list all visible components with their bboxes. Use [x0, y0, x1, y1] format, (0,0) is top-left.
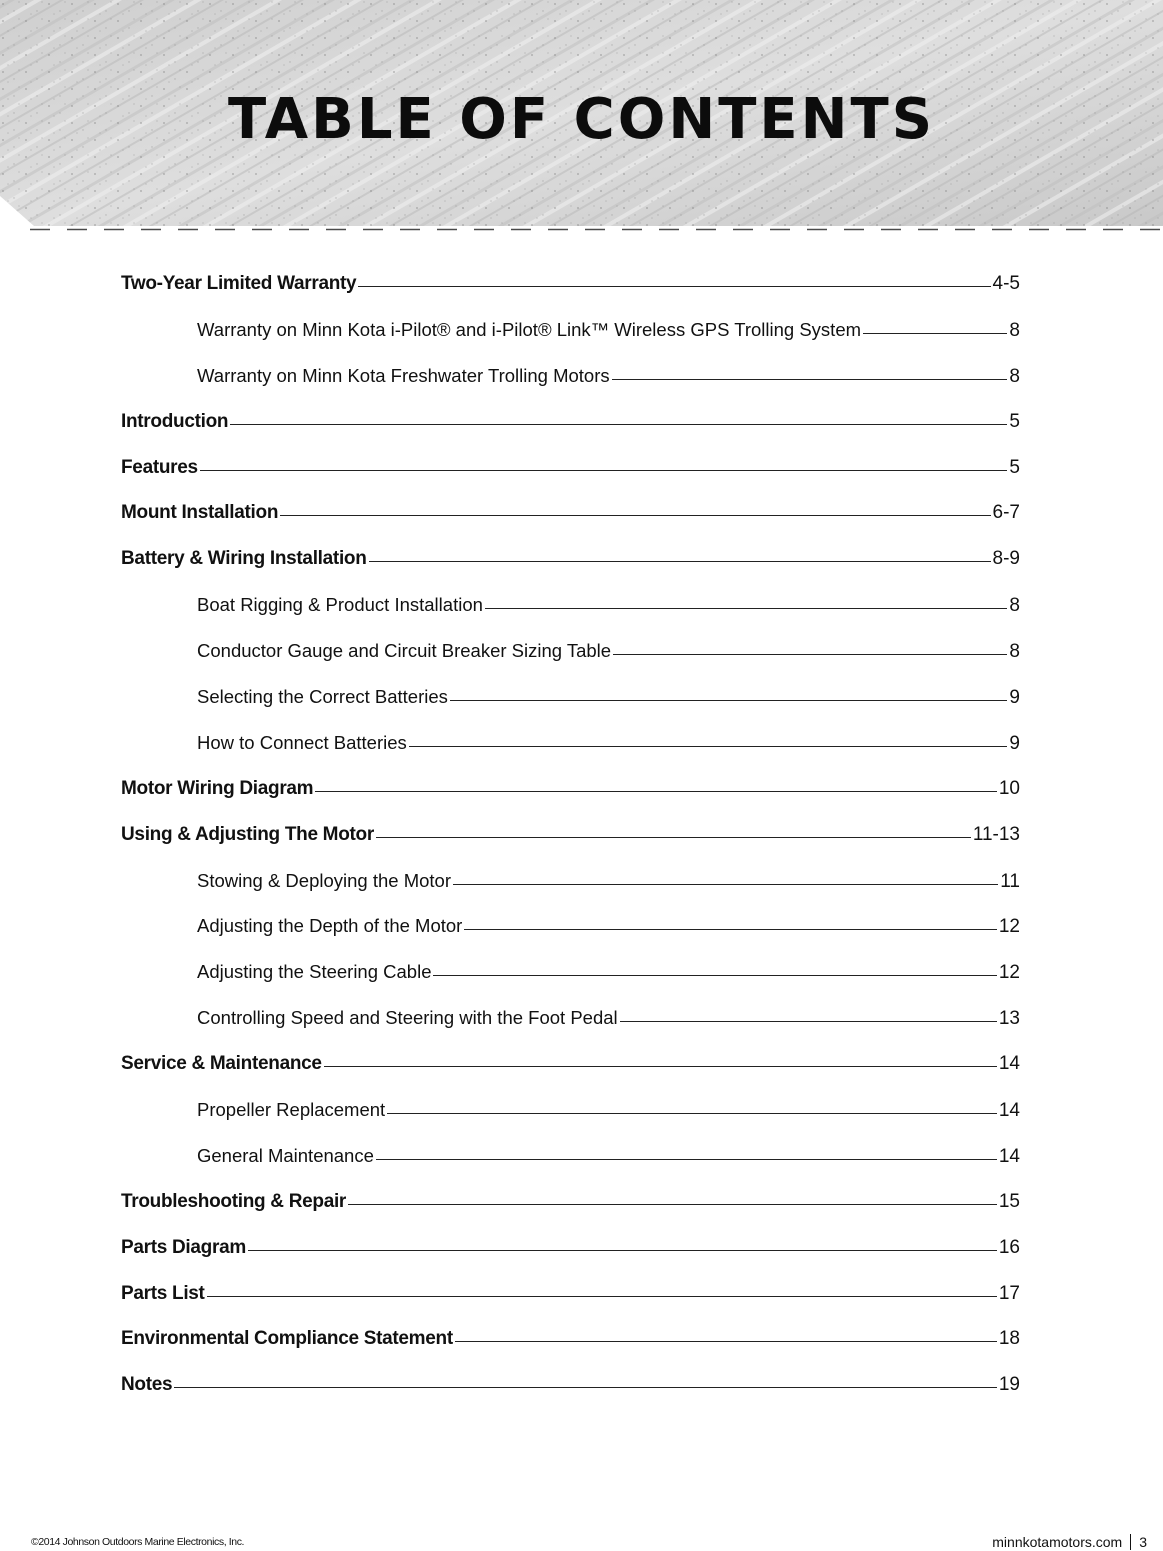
toc-entry-label: Propeller Replacement	[197, 1099, 386, 1121]
toc-section-entry[interactable]	[121, 263, 1020, 309]
toc-entry-label: Boat Rigging & Product Installation	[197, 594, 483, 616]
toc-entry-label: Conductor Gauge and Circuit Breaker Sizing Table	[197, 640, 612, 662]
toc-subsection-entry[interactable]	[121, 1089, 1020, 1135]
toc-leader-line	[358, 285, 990, 287]
toc-entry-label: Controlling Speed and Steering with the Foot Pedal	[197, 1007, 618, 1029]
toc-entry-label: Motor Wiring Diagram	[121, 777, 314, 799]
toc-entry-label: How to Connect Batteries	[197, 731, 407, 753]
toc-leader-line	[324, 1065, 997, 1067]
toc-entry-label: Warranty on Minn Kota i-Pilot® and i-Pilot® Link™ Wireless GPS Trolling System	[197, 318, 862, 340]
toc-leader-line	[376, 836, 971, 838]
toc-entry-label: Warranty on Minn Kota Freshwater Trolling Motors	[197, 364, 610, 386]
toc-leader-line	[248, 1249, 997, 1251]
toc-leader-line	[464, 928, 997, 930]
toc-entry-page: 12	[998, 916, 1020, 938]
toc-section-entry[interactable]	[121, 447, 1020, 493]
toc-leader-line	[433, 974, 996, 976]
page-number: 3	[1139, 1534, 1147, 1550]
toc-section-entry[interactable]	[121, 1181, 1020, 1227]
toc-subsection-entry[interactable]	[121, 584, 1020, 630]
toc-leader-line	[863, 332, 1007, 334]
toc-subsection-entry[interactable]	[121, 676, 1020, 722]
toc-leader-line	[455, 1340, 997, 1342]
footer-separator	[1130, 1534, 1131, 1550]
toc-leader-line	[315, 790, 997, 792]
toc-entry-page: 11-13	[972, 823, 1020, 845]
page-title: TABLE OF CONTENTS	[227, 87, 936, 152]
toc-leader-line	[409, 745, 1008, 747]
dashed-divider	[0, 228, 1163, 231]
toc-entry-page: 17	[998, 1282, 1020, 1304]
toc-section-entry[interactable]	[121, 1364, 1020, 1410]
toc-leader-line	[230, 423, 1007, 425]
header-banner	[0, 0, 1163, 226]
toc-leader-line	[200, 469, 1008, 471]
toc-leader-line	[612, 378, 1008, 380]
copyright-notice: ©2014 Johnson Outdoors Marine Electronics, Inc.	[31, 1536, 245, 1548]
toc-entry-label: General Maintenance	[197, 1144, 374, 1166]
toc-entry-label: Notes	[121, 1374, 173, 1396]
toc-entry-page: 19	[998, 1374, 1020, 1396]
toc-section-entry[interactable]	[121, 538, 1020, 584]
toc-subsection-entry[interactable]	[121, 630, 1020, 676]
toc-entry-label: Stowing & Deploying the Motor	[197, 869, 451, 891]
toc-entry-page: 16	[998, 1236, 1020, 1258]
toc-section-entry[interactable]	[121, 768, 1020, 814]
toc-leader-line	[174, 1386, 997, 1388]
toc-entry-page: 8	[1009, 595, 1020, 617]
toc-leader-line	[348, 1203, 997, 1205]
toc-subsection-entry[interactable]	[121, 860, 1020, 906]
toc-entry-label: Adjusting the Steering Cable	[197, 961, 432, 983]
website-link[interactable]: minnkotamotors.com	[992, 1534, 1123, 1550]
toc-section-entry[interactable]	[121, 492, 1020, 538]
toc-entry-page: 9	[1009, 687, 1020, 709]
toc-entry-page: 11	[1000, 870, 1020, 892]
toc-subsection-entry[interactable]	[121, 997, 1020, 1043]
toc-leader-line	[613, 653, 1007, 655]
toc-entry-label: Two-Year Limited Warranty	[121, 273, 357, 294]
toc-subsection-entry[interactable]	[121, 951, 1020, 997]
toc-entry-label: Service & Maintenance	[121, 1053, 322, 1075]
toc-entry-page: 8	[1009, 641, 1020, 663]
toc-section-entry[interactable]	[121, 1043, 1020, 1089]
toc-leader-line	[280, 514, 990, 516]
toc-entry-label: Battery & Wiring Installation	[121, 548, 367, 570]
toc-entry-page: 8-9	[992, 548, 1020, 570]
toc-entry-page: 8	[1009, 319, 1020, 341]
toc-section-entry[interactable]	[121, 401, 1020, 447]
toc-section-entry[interactable]	[121, 1318, 1020, 1364]
toc-leader-line	[387, 1112, 997, 1114]
toc-entry-page: 8	[1009, 365, 1020, 387]
toc-entry-label: Selecting the Correct Batteries	[197, 686, 448, 708]
toc-entry-page: 13	[998, 1008, 1020, 1030]
table-of-contents	[121, 263, 1020, 1410]
toc-entry-label: Environmental Compliance Statement	[121, 1328, 453, 1350]
toc-leader-line	[620, 1020, 997, 1022]
toc-entry-page: 18	[998, 1328, 1020, 1350]
toc-entry-page: 4-5	[992, 273, 1020, 294]
toc-entry-label: Using & Adjusting The Motor	[121, 823, 374, 845]
toc-section-entry[interactable]	[121, 1273, 1020, 1319]
toc-section-entry[interactable]	[121, 814, 1020, 860]
toc-entry-label: Parts List	[121, 1282, 205, 1304]
toc-entry-page: 12	[998, 962, 1020, 984]
toc-subsection-entry[interactable]	[121, 309, 1020, 355]
toc-subsection-entry[interactable]	[121, 355, 1020, 401]
footer-right	[992, 1534, 1147, 1550]
toc-leader-line	[453, 883, 998, 885]
toc-entry-page: 14	[998, 1145, 1020, 1167]
toc-entry-page: 14	[998, 1100, 1020, 1122]
toc-leader-line	[450, 699, 1008, 701]
toc-leader-line	[207, 1295, 997, 1297]
toc-entry-page: 9	[1009, 732, 1020, 754]
toc-entry-page: 15	[998, 1190, 1020, 1212]
toc-entry-label: Mount Installation	[121, 502, 279, 524]
toc-leader-line	[369, 560, 991, 562]
toc-entry-page: 10	[998, 777, 1020, 799]
toc-entry-label: Parts Diagram	[121, 1236, 246, 1258]
toc-leader-line	[376, 1158, 997, 1160]
toc-entry-label: Adjusting the Depth of the Motor	[197, 915, 463, 937]
toc-subsection-entry[interactable]	[121, 722, 1020, 768]
toc-section-entry[interactable]	[121, 1227, 1020, 1273]
toc-leader-line	[485, 607, 1008, 609]
toc-entry-page: 5	[1009, 456, 1020, 478]
toc-entry-page: 14	[998, 1053, 1020, 1075]
toc-entry-page: 5	[1009, 410, 1020, 432]
toc-subsection-entry[interactable]	[121, 905, 1020, 951]
toc-entry-label: Troubleshooting & Repair	[121, 1190, 347, 1212]
toc-entry-page: 6-7	[992, 502, 1020, 524]
toc-subsection-entry[interactable]	[121, 1135, 1020, 1181]
toc-entry-label: Introduction	[121, 410, 229, 432]
toc-entry-label: Features	[121, 456, 198, 478]
